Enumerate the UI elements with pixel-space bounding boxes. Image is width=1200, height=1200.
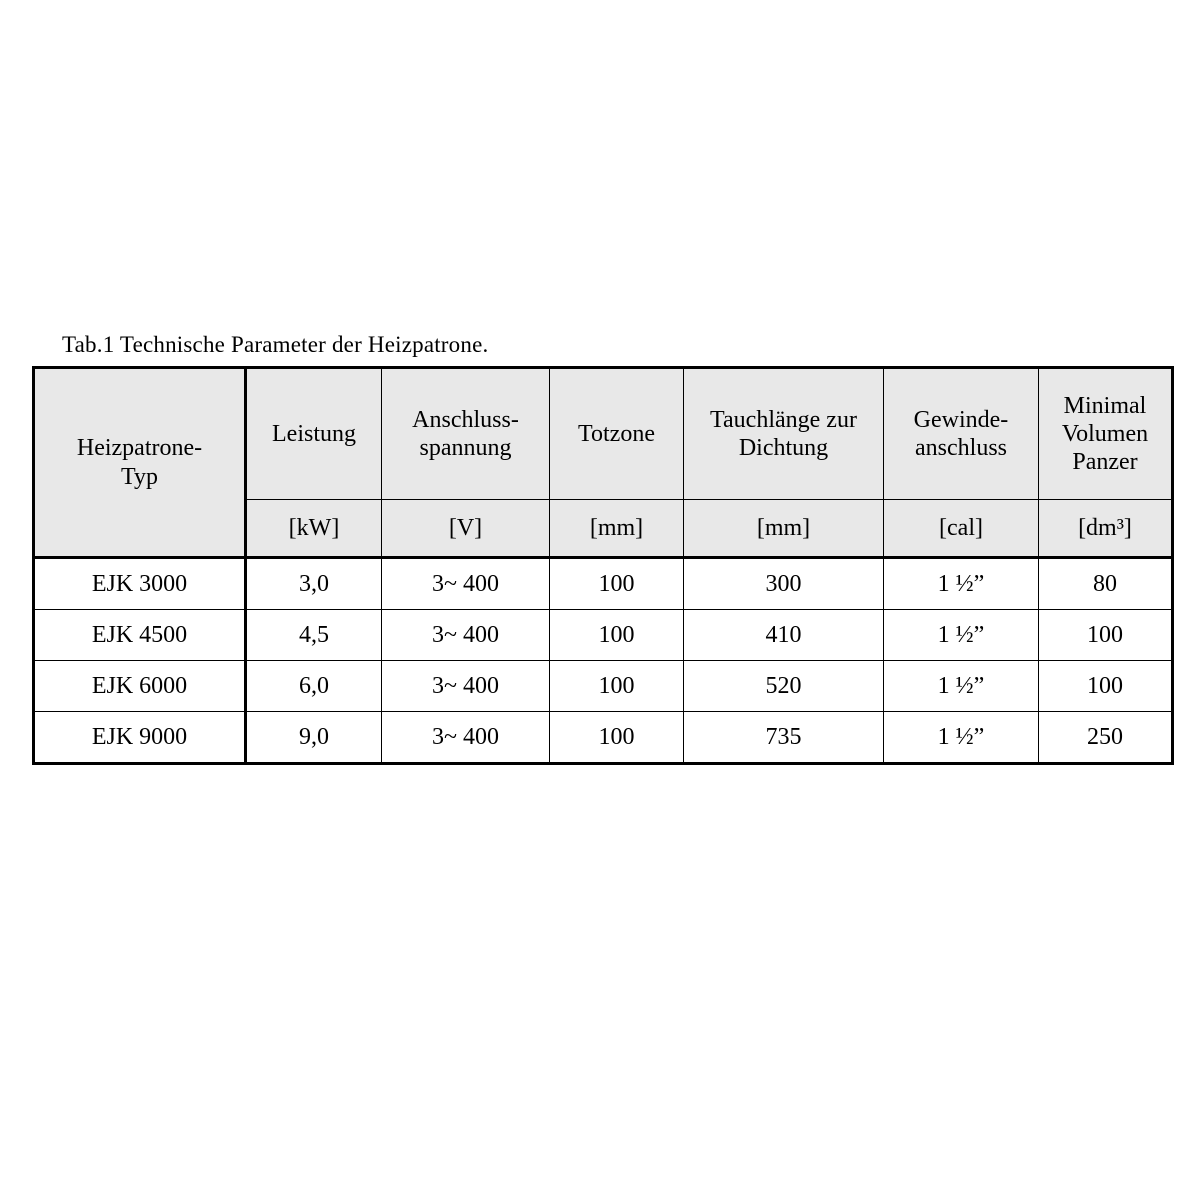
cell-type: EJK 6000 <box>34 661 246 712</box>
table-row <box>34 610 1173 661</box>
header-cell-leistung <box>246 368 382 500</box>
cell-gewinde: 1 ½” <box>884 661 1039 712</box>
header-line: Totzone <box>578 420 655 447</box>
header-line: Gewinde- <box>913 406 1009 433</box>
cell-totzone: 100 <box>550 661 684 712</box>
cell-tauchlaenge: 410 <box>684 610 884 661</box>
header-line: Minimal <box>1063 392 1147 419</box>
header-cell-type <box>34 368 246 558</box>
table-header-row <box>34 368 1173 500</box>
unit-cell-volumen: [dm³] <box>1039 500 1173 558</box>
table-row <box>34 558 1173 610</box>
cell-tauchlaenge: 300 <box>684 558 884 610</box>
header-cell-tauchlaenge <box>684 368 884 500</box>
header-cell-gewindeanschluss <box>884 368 1039 500</box>
header-line: Dichtung <box>738 435 829 461</box>
cell-leistung: 6,0 <box>246 661 382 712</box>
unit-cell-tauchlaenge: [mm] <box>684 500 884 558</box>
header-cell-anschlussspannung <box>382 368 550 500</box>
unit-cell-leistung: [kW] <box>246 500 382 558</box>
cell-volumen: 100 <box>1039 661 1173 712</box>
header-line: Leistung <box>272 420 356 447</box>
cell-leistung: 3,0 <box>246 558 382 610</box>
unit-cell-spannung: [V] <box>382 500 550 558</box>
cell-volumen: 80 <box>1039 558 1173 610</box>
header-line: spannung <box>419 435 512 461</box>
cell-tauchlaenge: 520 <box>684 661 884 712</box>
cell-spannung: 3~ 400 <box>382 661 550 712</box>
cell-tauchlaenge: 735 <box>684 712 884 764</box>
cell-totzone: 100 <box>550 610 684 661</box>
cell-totzone: 100 <box>550 558 684 610</box>
cell-type: EJK 9000 <box>34 712 246 764</box>
cell-totzone: 100 <box>550 712 684 764</box>
header-line: Anschluss- <box>412 406 519 433</box>
cell-leistung: 9,0 <box>246 712 382 764</box>
cell-spannung: 3~ 400 <box>382 712 550 764</box>
table-caption: Tab.1 Technische Parameter der Heizpatrone. <box>62 332 489 357</box>
spec-table-container <box>32 366 1171 765</box>
cell-spannung: 3~ 400 <box>382 610 550 661</box>
cell-spannung: 3~ 400 <box>382 558 550 610</box>
cell-type: EJK 3000 <box>34 558 246 610</box>
cell-gewinde: 1 ½” <box>884 558 1039 610</box>
header-line: anschluss <box>915 435 1007 461</box>
cell-volumen: 250 <box>1039 712 1173 764</box>
header-line: Heizpatrone- <box>76 435 203 462</box>
header-cell-minimalvolumen <box>1039 368 1173 500</box>
table-row <box>34 661 1173 712</box>
cell-leistung: 4,5 <box>246 610 382 661</box>
cell-gewinde: 1 ½” <box>884 712 1039 764</box>
header-line: Tauchlänge zur <box>710 406 857 433</box>
table-row <box>34 712 1173 764</box>
header-line: Typ <box>121 463 158 490</box>
unit-cell-gewinde: [cal] <box>884 500 1039 558</box>
unit-cell-totzone: [mm] <box>550 500 684 558</box>
header-cell-totzone <box>550 368 684 500</box>
cell-volumen: 100 <box>1039 610 1173 661</box>
cell-gewinde: 1 ½” <box>884 610 1039 661</box>
cell-type: EJK 4500 <box>34 610 246 661</box>
header-line: Volumen <box>1061 420 1149 447</box>
header-line: Panzer <box>1072 449 1138 476</box>
technical-parameters-table <box>32 366 1174 765</box>
